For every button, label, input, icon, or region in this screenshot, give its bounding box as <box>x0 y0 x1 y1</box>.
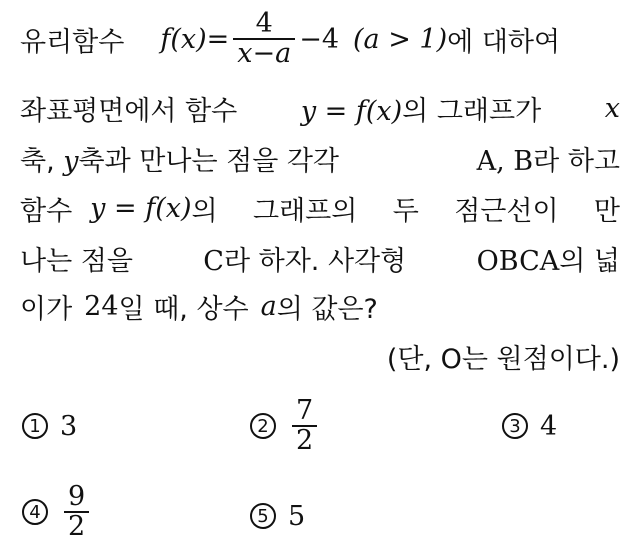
choice-4[interactable] <box>22 478 93 546</box>
line6-text-3: 의 값은? <box>276 293 378 325</box>
minus-four: −4 <box>299 23 340 55</box>
line2-text-2: 의 그래프가 <box>402 95 542 127</box>
choice-1-value: 3 <box>60 410 78 442</box>
point-c: C <box>203 245 224 277</box>
line5-text-3: 의 넓 <box>559 245 620 277</box>
points-a-b: A, B <box>476 145 534 177</box>
equation-y-fx-2: y = f(x) <box>90 192 192 224</box>
line3-text-1: 축, <box>20 145 55 177</box>
problem-line-3 <box>20 138 620 178</box>
area-24: 24 <box>84 290 119 322</box>
fraction-4-over-x-minus-a <box>233 7 295 69</box>
choice-2[interactable] <box>250 392 321 460</box>
var-y: y <box>63 145 79 177</box>
line6-text-2: 일 때, 상수 <box>118 293 249 325</box>
choice-4-mark: 4 <box>22 499 48 525</box>
line5-text-1: 나는 점을 <box>20 245 133 277</box>
choice-5[interactable] <box>250 496 305 536</box>
choice-2-numerator: 7 <box>296 394 314 426</box>
choice-4-fraction <box>64 480 89 542</box>
choice-1-mark: 1 <box>22 413 48 439</box>
line3-text-3: 라 하고 <box>533 145 620 177</box>
condition-a-gt-1: (a > 1) <box>353 23 448 55</box>
choice-3-mark: 3 <box>502 413 528 439</box>
choice-2-denominator: 2 <box>296 425 314 456</box>
equation-y-fx: y = f(x) <box>300 95 403 127</box>
fraction-numerator: 4 <box>255 7 273 39</box>
note-text: (단, O는 원점이다.) <box>386 343 620 375</box>
line1-prefix: 유리함수 <box>20 26 125 58</box>
var-x: x <box>604 92 620 124</box>
line4-text-2: 의 그래프의 두 점근선이 만 <box>191 195 620 227</box>
choice-1[interactable] <box>22 406 77 446</box>
line4-text-1: 함수 <box>20 195 73 227</box>
line3-text-2: 축과 만나는 점을 각각 <box>78 145 340 177</box>
line6-text-1: 이가 <box>20 293 73 325</box>
problem-line-4 <box>20 188 620 228</box>
choice-3[interactable] <box>502 406 557 446</box>
choice-4-denominator: 2 <box>68 511 86 542</box>
choice-3-value: 4 <box>540 410 558 442</box>
choice-2-fraction <box>292 394 317 456</box>
function-f: f(x)= <box>160 23 230 55</box>
fraction-denominator: x−a <box>237 38 292 69</box>
problem-note <box>20 336 620 376</box>
problem-line-5 <box>20 238 620 278</box>
line2-text-1: 좌표평면에서 함수 <box>20 95 238 127</box>
choice-4-numerator: 9 <box>68 480 86 512</box>
line1-suffix: 에 대하여 <box>447 26 561 58</box>
shape-obca: OBCA <box>476 245 560 277</box>
choice-5-value: 5 <box>288 500 306 532</box>
line5-text-2: 라 하자. 사각형 <box>223 245 407 277</box>
choice-2-mark: 2 <box>250 413 276 439</box>
problem-line-2 <box>20 88 620 128</box>
problem-line-6 <box>20 286 620 326</box>
var-a: a <box>260 290 277 322</box>
choice-5-mark: 5 <box>250 503 276 529</box>
problem-line-1 <box>20 4 620 74</box>
